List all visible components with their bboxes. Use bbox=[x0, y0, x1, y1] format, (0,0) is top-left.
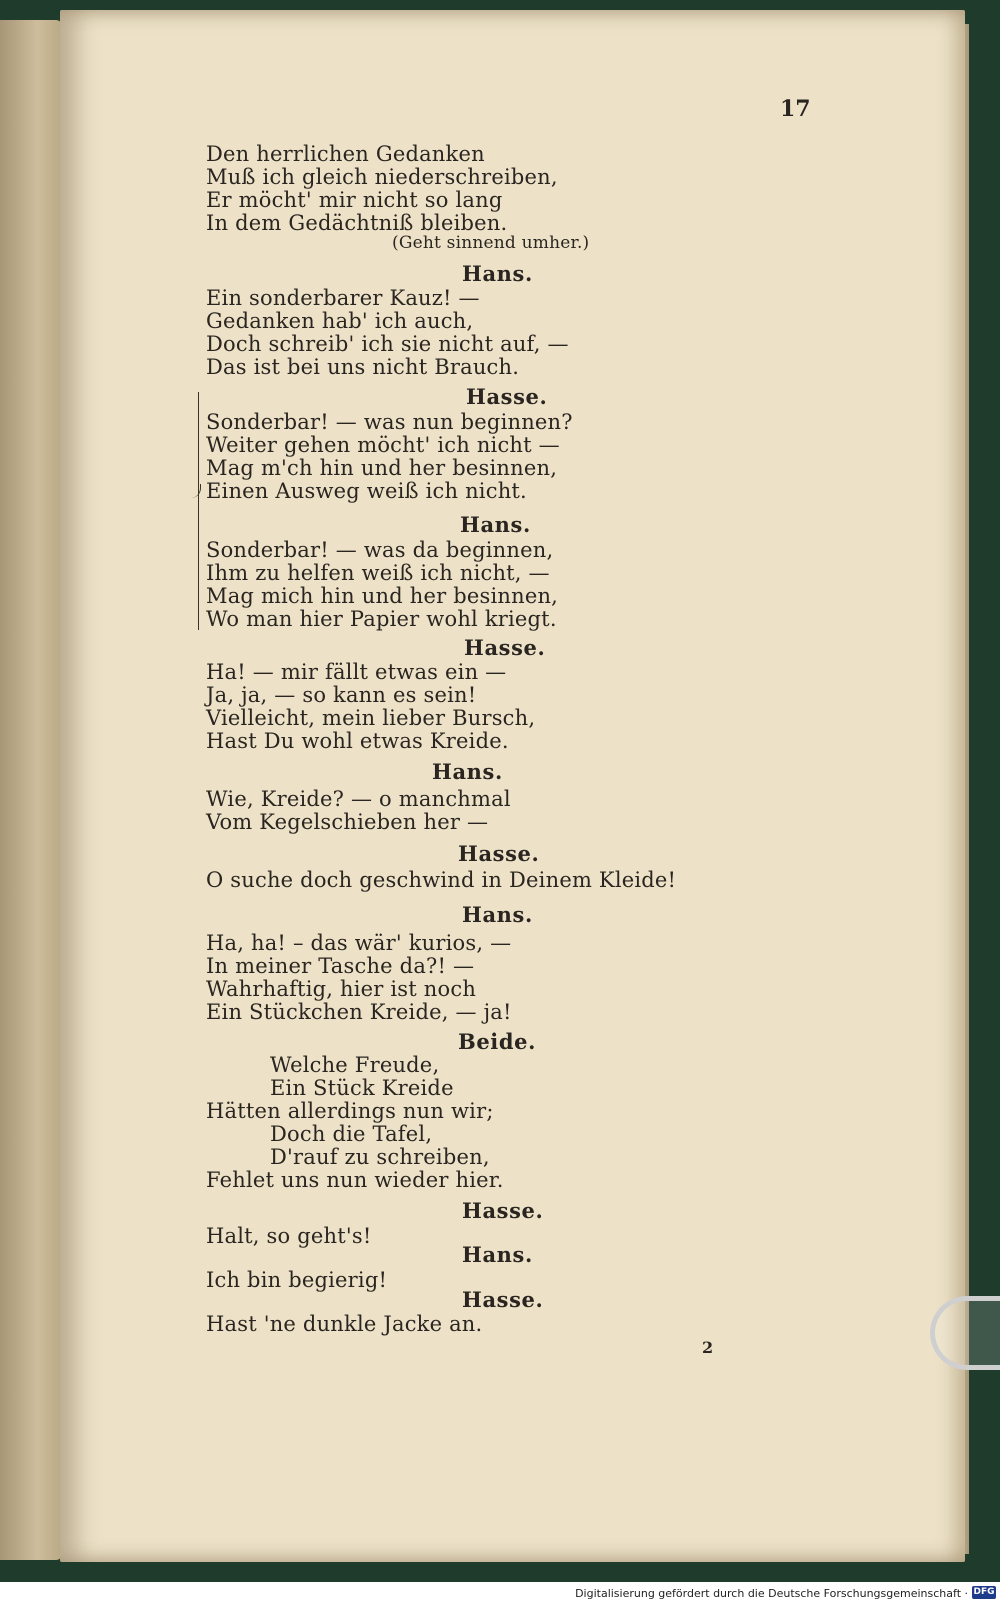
speaker-name: Hasse. bbox=[462, 1198, 544, 1223]
verse-line: Hast Du wohl etwas Kreide. bbox=[206, 729, 509, 753]
speaker-name: Hans. bbox=[460, 512, 531, 537]
verse-line: Ich bin begierig! bbox=[206, 1268, 388, 1292]
speaker-name: Hasse. bbox=[462, 1287, 544, 1312]
page-clip bbox=[930, 1296, 1000, 1370]
funding-notice: Digitalisierung gefördert durch die Deutsche Forschungsgemeinschaft · bbox=[575, 1587, 968, 1600]
speaker-name: Hans. bbox=[462, 261, 533, 286]
verse-line: Doch die Tafel, bbox=[270, 1122, 433, 1146]
verse-line: O suche doch geschwind in Deinem Kleide! bbox=[206, 868, 677, 892]
verse-line: Doch schreib' ich sie nicht auf, — bbox=[206, 332, 569, 356]
signature-mark: 2 bbox=[702, 1338, 714, 1357]
verse-line: Weiter gehen möcht' ich nicht — bbox=[206, 433, 560, 457]
verse-line: In dem Gedächtniß bleiben. bbox=[206, 211, 508, 235]
speaker-name: Hans. bbox=[462, 902, 533, 927]
verse-line: Ein Stück Kreide bbox=[270, 1076, 454, 1100]
footer-bar bbox=[0, 1582, 1000, 1604]
verse-line: D'rauf zu schreiben, bbox=[270, 1145, 490, 1169]
verse-line: Ihm zu helfen weiß ich nicht, — bbox=[206, 561, 550, 585]
verse-line: Vielleicht, mein lieber Bursch, bbox=[206, 706, 536, 730]
verse-line: Ein Stückchen Kreide, — ja! bbox=[206, 1000, 512, 1024]
verse-line: Das ist bei uns nicht Brauch. bbox=[206, 355, 520, 379]
verse-line: Gedanken hab' ich auch, bbox=[206, 309, 474, 333]
verse-line: Hast 'ne dunkle Jacke an. bbox=[206, 1312, 483, 1336]
verse-line: Mag mich hin und her besinnen, bbox=[206, 584, 559, 608]
facing-page-edge bbox=[0, 20, 62, 1560]
verse-line: Den herrlichen Gedanken bbox=[206, 142, 485, 166]
verse-line: Wahrhaftig, hier ist noch bbox=[206, 977, 477, 1001]
verse-line: Muß ich gleich niederschreiben, bbox=[206, 165, 558, 189]
verse-line: Wo man hier Papier wohl kriegt. bbox=[206, 607, 557, 631]
verse-line: Einen Ausweg weiß ich nicht. bbox=[206, 479, 527, 503]
stage-direction: (Geht sinnend umher.) bbox=[392, 233, 590, 253]
page-number: 17 bbox=[780, 96, 811, 122]
verse-line: Sonderbar! — was da beginnen, bbox=[206, 538, 554, 562]
speaker-name: Hasse. bbox=[466, 384, 548, 409]
verse-line: In meiner Tasche da?! — bbox=[206, 954, 475, 978]
speaker-name: Hasse. bbox=[458, 841, 540, 866]
verse-line: Ein sonderbarer Kauz! — bbox=[206, 286, 480, 310]
speaker-name: Hasse. bbox=[464, 635, 546, 660]
verse-line: Mag m'ch hin und her besinnen, bbox=[206, 456, 558, 480]
verse-line: Halt, so geht's! bbox=[206, 1224, 372, 1248]
verse-line: Vom Kegelschieben her — bbox=[206, 810, 489, 834]
verse-line: Ha! — mir fällt etwas ein — bbox=[206, 660, 507, 684]
verse-line: Hätten allerdings nun wir; bbox=[206, 1099, 494, 1123]
verse-line: Fehlet uns nun wieder hier. bbox=[206, 1168, 504, 1192]
speaker-name: Hans. bbox=[432, 759, 503, 784]
speaker-name: Hans. bbox=[462, 1242, 533, 1267]
verse-line: Ja, ja, — so kann es sein! bbox=[206, 683, 477, 707]
speaker-name: Beide. bbox=[458, 1029, 537, 1054]
verse-line: Er möcht' mir nicht so lang bbox=[206, 188, 503, 212]
verse-line: Ha, ha! – das wär' kurios, — bbox=[206, 931, 512, 955]
verse-line: Welche Freude, bbox=[270, 1053, 440, 1077]
verse-line: Wie, Kreide? — o manchmal bbox=[206, 787, 511, 811]
verse-line: Sonderbar! — was nun beginnen? bbox=[206, 410, 573, 434]
dfg-logo: DFG bbox=[973, 1587, 995, 1597]
